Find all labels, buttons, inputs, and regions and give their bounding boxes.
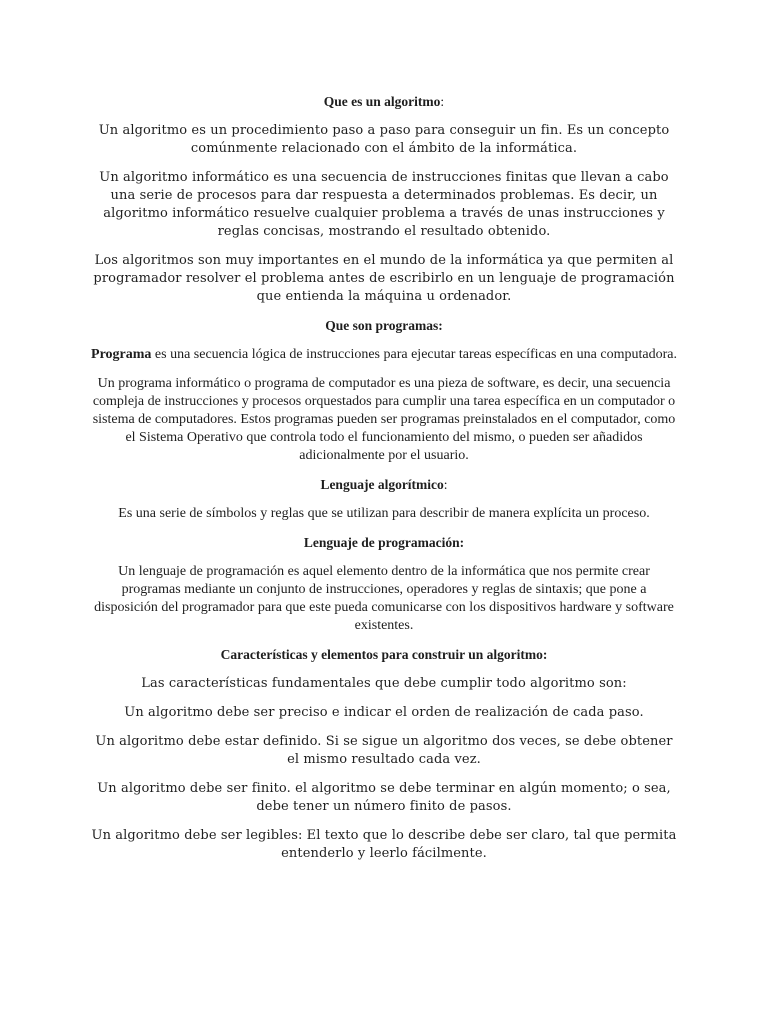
heading-caracteristicas: Características y elementos para construir un algoritmo: [220, 647, 548, 662]
paragraph-lenguaje-algoritmico: Es una serie de símbolos y reglas que se utilizan para describir de manera explícita un proceso. [118, 506, 650, 521]
heading-lenguaje-de-programacion: Lenguaje de programación: [303, 535, 465, 550]
paragraph-definicion-algoritmo: Un algoritmo es un procedimiento paso a paso para conseguir un fin. Es un concepto comúnmente relacionado con el ámbito de la informática. [98, 123, 670, 156]
paragraph-programa-informatico: Un programa informático o programa de computador es una pieza de software, es decir, una secuencia compleja de instrucciones y procesos orquestados para cumplir una tarea específica en un computador o sistema de computadores. Estos programas pueden ser programas preinstalados en el computador, como el Sistema Operativo que controla todo el funcionamiento del mismo, o pueden ser añadidos adicionalmente por el usuario. [92, 376, 676, 463]
paragraph-algoritmo-informatico: Un algoritmo informático es una secuencia de instrucciones finitas que llevan a cabo una serie de procesos para dar respuesta a determinados problemas. Es decir, un algoritmo informático resuelve cualquier problema a través de unas instrucciones y reglas concisas, mostrando el resultado obtenido. [99, 170, 669, 239]
paragraph-legible: Un algoritmo debe ser legibles: El texto que lo describe debe ser claro, tal que permita entenderlo y leerlo fácilmente. [91, 828, 677, 861]
heading-que-son-programas: Que son programas: [325, 318, 443, 333]
heading-lenguaje-algoritmico [90, 476, 678, 494]
heading-colon: : [440, 94, 445, 109]
programa-definition-text: es una secuencia lógica de instrucciones para ejecutar tareas específicas en una computadora. [151, 347, 677, 362]
programa-term: Programa [91, 347, 152, 362]
document-page [90, 93, 678, 874]
paragraph-lenguaje-de-programacion: Un lenguaje de programación es aquel elemento dentro de la informática que nos permite crear programas mediante un conjunto de instrucciones, operadores y reglas de sintaxis; que pone a disposición del programador para que este pueda comunicarse con los dispositivos hardware y software existentes. [94, 564, 674, 633]
heading-que-es-un-algoritmo [90, 93, 678, 111]
paragraph-finito: Un algoritmo debe ser finito. el algoritmo se debe terminar en algún momento; o sea, debe tener un número finito de pasos. [97, 781, 671, 814]
paragraph-programa-definicion [90, 346, 678, 364]
paragraph-preciso: Un algoritmo debe ser preciso e indicar el orden de realización de cada paso. [124, 705, 644, 720]
heading-text: Lenguaje algorítmico [320, 477, 444, 492]
paragraph-definido: Un algoritmo debe estar definido. Si se sigue un algoritmo dos veces, se debe obtener el mismo resultado cada vez. [95, 734, 673, 767]
heading-colon: : [443, 477, 448, 492]
paragraph-caracteristicas-intro: Las características fundamentales que debe cumplir todo algoritmo son: [141, 676, 627, 691]
heading-text: Que es un algoritmo [323, 94, 441, 109]
paragraph-importancia-algoritmos: Los algoritmos son muy importantes en el mundo de la informática ya que permiten al programador resolver el problema antes de escribirlo en un lenguaje de programación que entienda la máquina u ordenador. [93, 253, 675, 304]
